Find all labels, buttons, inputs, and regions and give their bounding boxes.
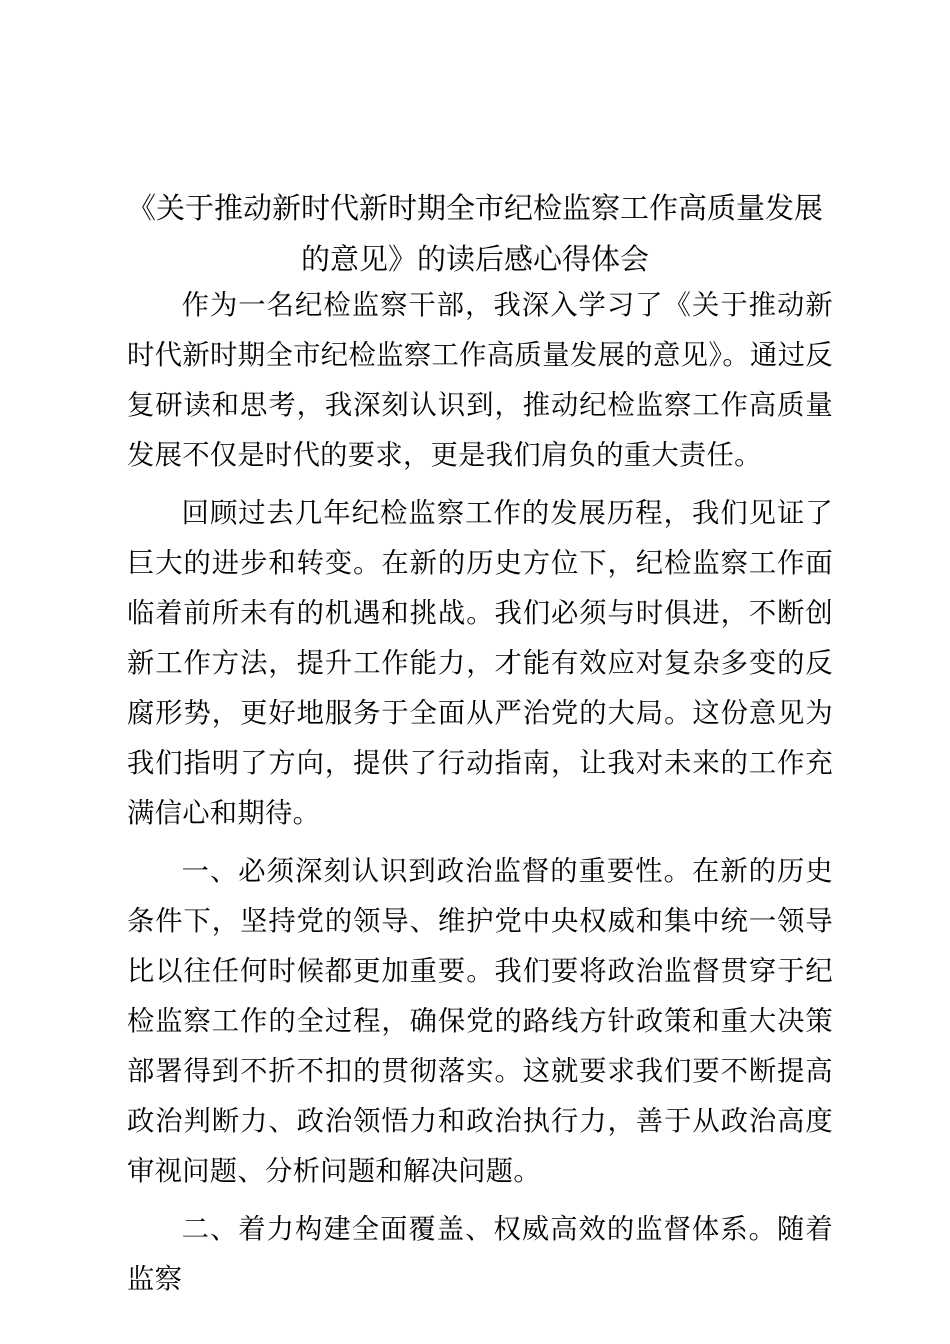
paragraph-point-two: 二、着力构建全面覆盖、权威高效的监督体系。随着监察 [127,1214,833,1295]
paragraph-review: 回顾过去几年纪检监察工作的发展历程，我们见证了巨大的进步和转变。在新的历史方位下，纪检监察工作面临着前所未有的机遇和挑战。我们必须与时俱进，不断创新工作方法，提升工作能力，才能有效应对复杂多变的反腐形势，更好地服务于全面从严治党的大局。这份意见为我们指明了方向，提供了行动指南，让我对未来的工作充满信心和期待。 [127,498,833,829]
paragraph-intro: 作为一名纪检监察干部，我深入学习了《关于推动新时代新时期全市纪检监察工作高质量发展的意见》。通过反复研读和思考，我深刻认识到，推动纪检监察工作高质量发展不仅是时代的要求，更是我们肩负的重大责任。 [127,290,833,471]
document-title [100,183,850,285]
title-line-2: 的意见》的读后感心得体会 [300,242,649,276]
document-body [127,281,833,1313]
title-line-1: 《关于推动新时代新时期全市纪检监察工作高质量发展 [126,191,823,225]
paragraph-point-one: 一、必须深刻认识到政治监督的重要性。在新的历史条件下，坚持党的领导、维护党中央权威和集中统一领导比以往任何时候都更加重要。我们要将政治监督贯穿于纪检监察工作的全过程，确保党的路线方针政策和重大决策部署得到不折不扣的贯彻落实。这就要求我们要不断提高政治判断力、政治领悟力和政治执行力，善于从政治高度审视问题、分析问题和解决问题。 [127,856,833,1187]
